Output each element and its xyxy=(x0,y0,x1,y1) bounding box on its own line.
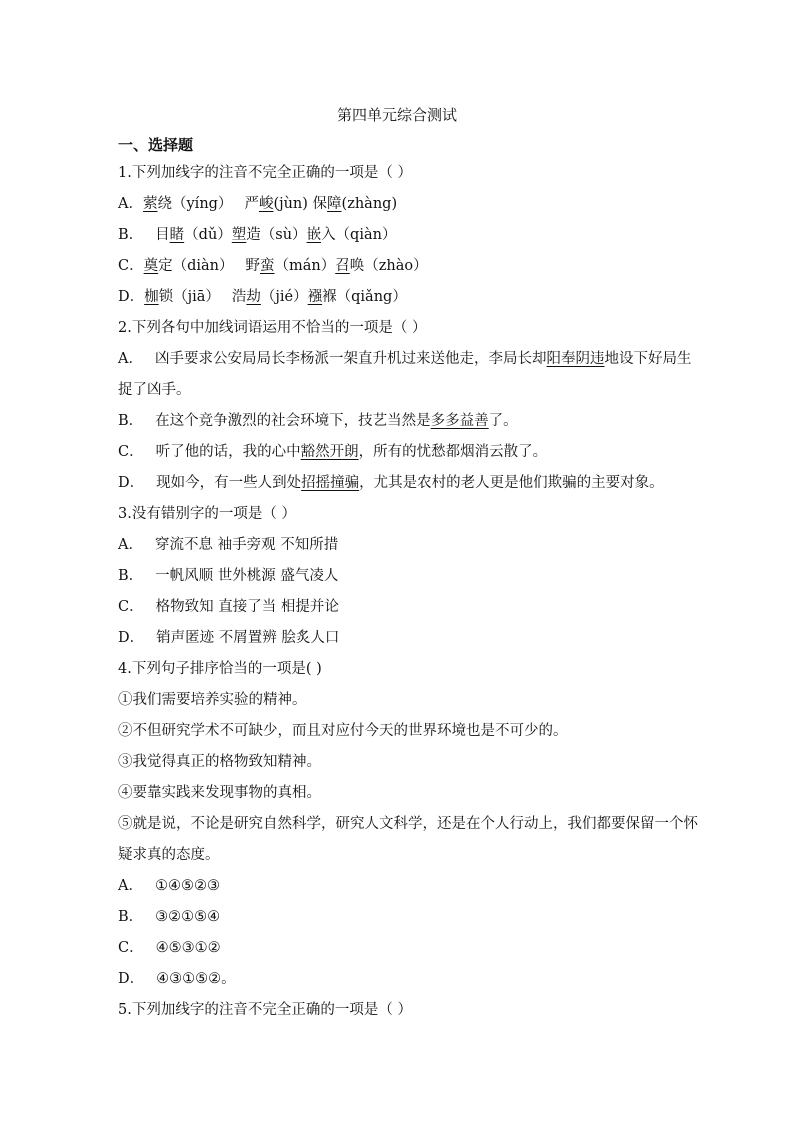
question-4-sentence-5: ⑤就是说，不论是研究自然科学，研究人文科学，还是在个人行动上，我们都要保留一个怀疑求真的态度。 xyxy=(118,816,698,863)
question-4-option-b: B． ③②①⑤④ xyxy=(118,909,221,925)
question-3-option-d: D． 销声匿迹 不屑置辨 脍炙人口 xyxy=(118,630,340,646)
question-2-option-c: C． 听了他的话，我的心中豁然开朗，所有的忧愁都烟消云散了。 xyxy=(118,444,548,460)
question-1-option-d: D．枷锁（jiā） 浩劫（jié）襁褓（qiǎng） xyxy=(118,289,407,305)
question-1-option-a: A．萦绕（yíng） 严峻(jùn) 保障(zhàng) xyxy=(118,196,398,212)
question-4-sentence-4: ④要靠实践来发现事物的真相。 xyxy=(118,785,321,801)
question-2-option-b: B． 在这个竞争激烈的社会环境下，技艺当然是多多益善了。 xyxy=(118,413,518,429)
question-2-stem: 2.下列各句中加线词语运用不恰当的一项是（ ） xyxy=(118,320,427,336)
section-heading: 一、选择题 xyxy=(118,136,194,154)
question-2-option-d: D． 现如今，有一些人到处招摇撞骗，尤其是农村的老人更是他们欺骗的主要对象。 xyxy=(118,475,664,491)
question-1-option-c: C．奠定（diàn） 野蛮（mán）召唤（zhào） xyxy=(118,258,428,274)
question-3-stem: 3.没有错别字的一项是（ ） xyxy=(118,506,296,522)
question-4-option-c: C． ④⑤③①② xyxy=(118,940,221,956)
question-4-option-d: D． ④③①⑤②。 xyxy=(118,971,236,987)
question-5-stem: 5.下列加线字的注音不完全正确的一项是（ ） xyxy=(118,1002,412,1018)
question-1-option-b: B． 目睹（dǔ）塑造（sù）嵌入（qiàn） xyxy=(118,227,397,243)
question-1-stem: 1.下列加线字的注音不完全正确的一项是（ ） xyxy=(118,165,412,181)
question-2-option-a: A． 凶手要求公安局局长李杨派一架直升机过来送他走，李局长却阳奉阴违地设下好局生捉了凶手。 xyxy=(118,351,692,398)
question-3-option-b: B． 一帆风顺 世外桃源 盛气凌人 xyxy=(118,568,339,584)
question-3-option-c: C． 格物致知 直接了当 相提并论 xyxy=(118,599,339,615)
question-4-sentence-2: ②不但研究学术不可缺少，而且对应付今天的世界环境也是不可少的。 xyxy=(118,723,568,739)
question-4-stem: 4.下列句子排序恰当的一项是( ) xyxy=(118,661,322,677)
question-3-option-a: A． 穿流不息 袖手旁观 不知所措 xyxy=(118,537,339,553)
question-4-option-a: A． ①④⑤②③ xyxy=(118,878,220,894)
question-4-sentence-3: ③我觉得真正的格物致知精神。 xyxy=(118,754,321,770)
question-list xyxy=(118,158,698,1026)
question-4-sentence-1: ①我们需要培养实验的精神。 xyxy=(118,692,307,708)
page-title: 第四单元综合测试 xyxy=(336,106,457,124)
